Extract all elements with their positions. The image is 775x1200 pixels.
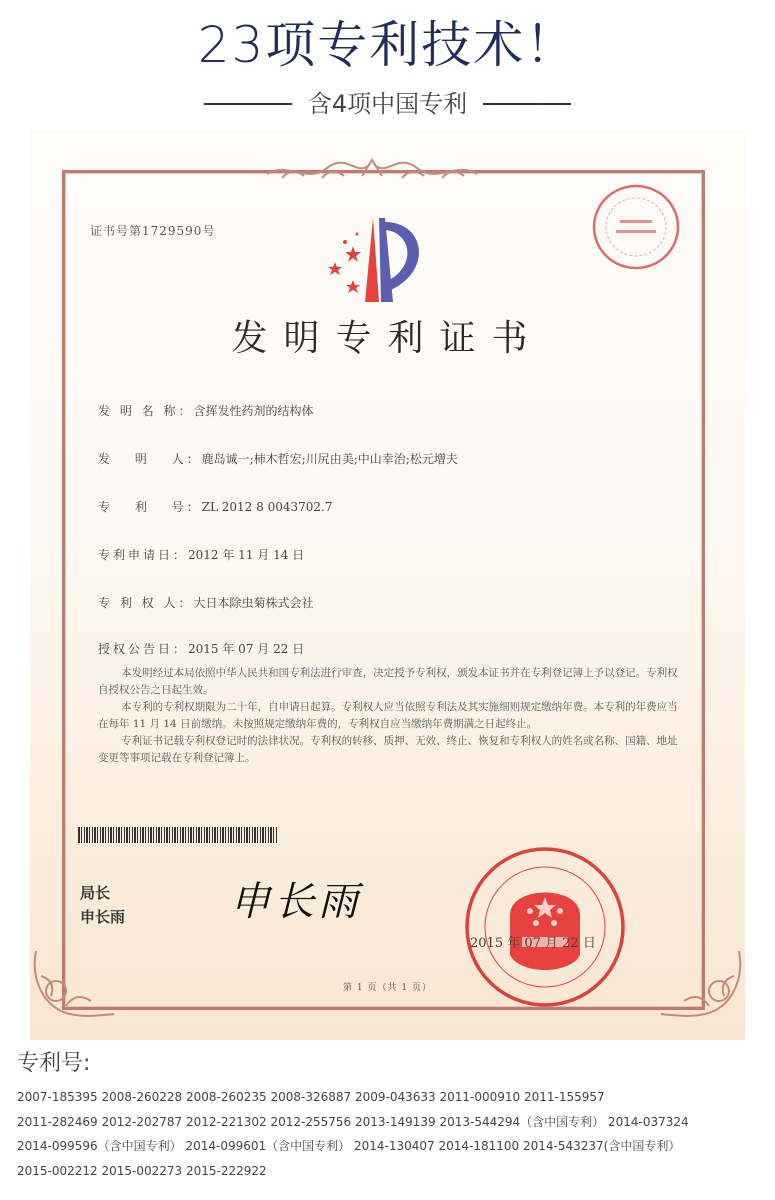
patent-row: 2011-282469 2012-202787 2012-221302 2012-255756 2013-149139 2013-544294（含中国专利） 2014-037324	[17, 1114, 689, 1129]
ornament-top-icon	[262, 156, 482, 186]
patent-row: 2015-002212 2015-002273 2015-222922	[17, 1163, 267, 1178]
signature: 申长雨	[230, 879, 362, 925]
subline	[0, 86, 775, 122]
body-paragraph: 本发明经过本局依照中华人民共和国专利法进行审查，决定授予专利权，颁发本证书并在专利登记簿上予以登记。专利权自授权公告之日起生效。	[98, 667, 678, 696]
field-invention-name: 发 明 名 称：含挥发性药剂的结构体	[98, 404, 314, 418]
barcode	[78, 827, 278, 843]
director-name: 申长雨	[80, 908, 126, 926]
patent-row: 2014-099596（含中国专利） 2014-099601（含中国专利） 2014-130407 2014-181100 2014-543237(含中国专利）	[17, 1139, 681, 1153]
certificate-body	[98, 665, 678, 767]
body-paragraph: 专利证书记载专利权登记时的法律状况。专利权的转移、质押、无效、终止、恢复和专利权人的姓名或名称、国籍、地址变更等事项记载在专利登记簿上。	[98, 735, 678, 764]
field-application-date: 专利申请日：2012 年 11 月 14 日	[98, 548, 305, 562]
field-patent-number: 专 利 号：ZL 2012 8 0043702.7	[98, 500, 333, 514]
patents-heading: 专利号:	[17, 1051, 91, 1076]
field-inventors: 发 明 人：鹿岛诚一;柿木哲宏;川尻由美;中山幸治;松元增夫	[98, 452, 458, 466]
divider-right	[483, 103, 571, 105]
page-number: 第 1 页（共 1 页）	[343, 983, 432, 993]
body-paragraph: 本专利的专利权期限为二十年，自申请日起算。专利权人应当依照专利法及其实施细则规定缴纳年费。本专利的年费应当在每年 11 月 14 日前缴纳。未按照规定缴纳年费的，专利权自应当缴纳年费期满之日起终止。	[98, 701, 678, 730]
patent-number-list	[17, 1085, 775, 1183]
patent-certificate-image	[30, 130, 745, 1040]
field-grant-date: 授权公告日：2015 年 07 月 22 日	[98, 642, 305, 656]
certificate-title: 发明专利证书	[231, 318, 544, 359]
director-label: 局长	[80, 884, 111, 902]
certificate-number: 证书号第1729590号	[90, 224, 216, 238]
seal-date: 2015 年 07 月 22 日	[470, 936, 596, 951]
agency-stamp-icon	[590, 182, 682, 272]
headline: 23项专利技术！	[197, 16, 578, 74]
field-patentee: 专 利 权 人：大日本除虫菊株式会社	[98, 596, 314, 610]
patent-row: 2007-185395 2008-260228 2008-260235 2008-326887 2009-043633 2011-000910 2011-155957	[17, 1090, 605, 1104]
divider-left	[204, 103, 292, 105]
cnipa-logo-icon	[305, 210, 435, 310]
subline-text: 含4项中国专利	[307, 90, 468, 118]
